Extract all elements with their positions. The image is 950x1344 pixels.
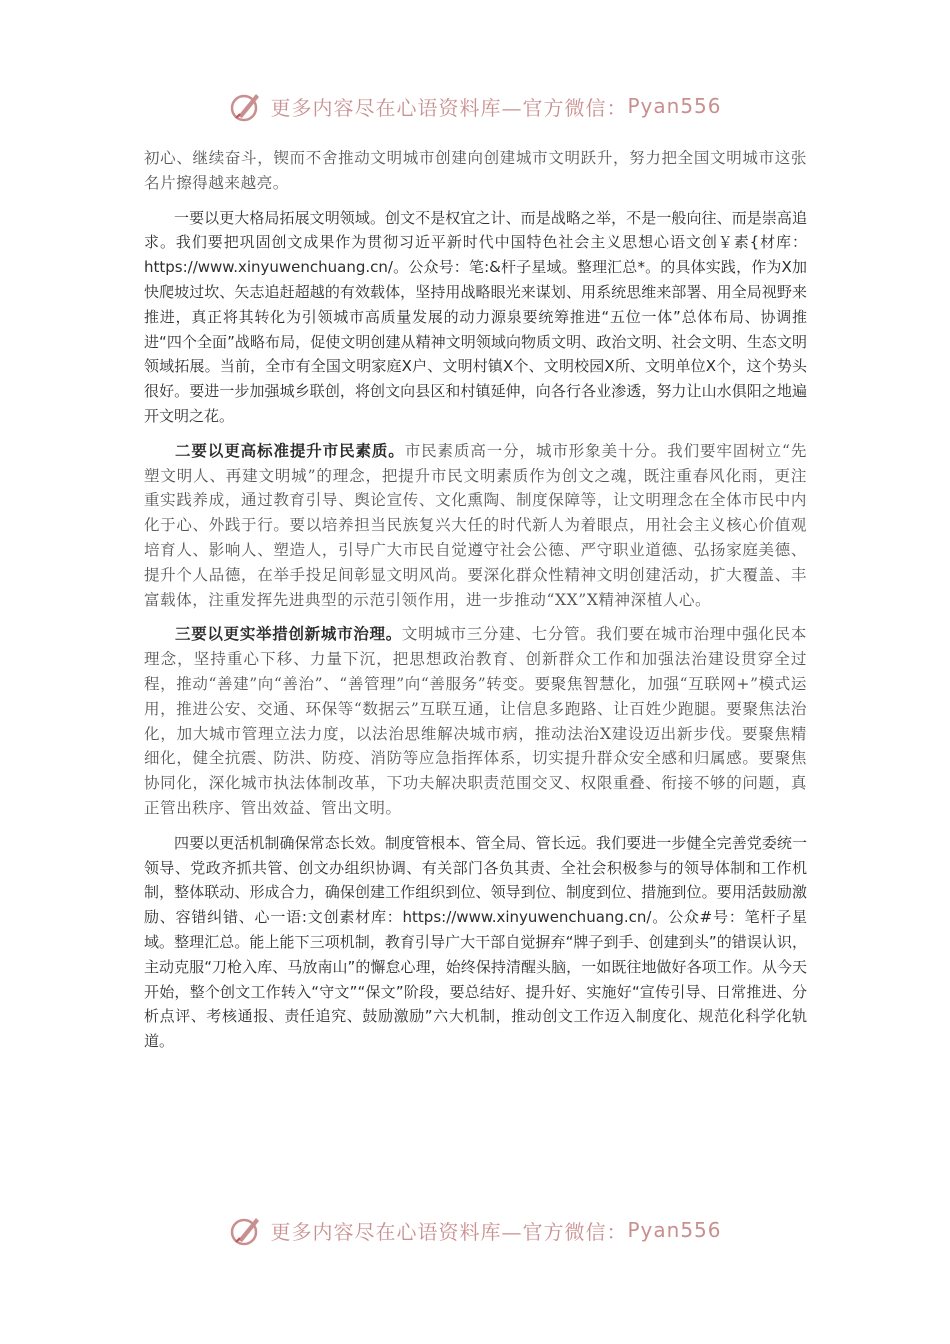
paragraph-two-heading: 二要以更高标准提升市民素质。 <box>175 441 405 460</box>
header-watermark-banner <box>0 88 950 124</box>
banner-text: 更多内容尽在心语资料库—官方微信： <box>270 1219 628 1244</box>
quill-logo-icon <box>228 1212 264 1248</box>
paragraph-two-body: 市民素质高一分，城市形象美十分。我们要牢固树立“先塑文明人、再建文明城”的理念，把提升市民文明素质作为创文之魂，既注重春风化雨，更注重实践养成，通过教育引导、舆论宣传、文化熏陶、制度保障等，让文明理念在全体市民中内化于心、外践于行。要以培养担当民族复兴大任的时代新人为着眼点，用社会主义核心价值观培育人、影响人、塑造人，引导广大市民自觉遵守社会公德、严守职业道德、弘扬家庭美德、提升个人品德，在举手投足间彰显文明风尚。要深化群众性精神文明创建活动，扩大覆盖、丰富载体，注重发挥先进典型的示范引领作用，进一步推动“XX”X精神深植人心。 <box>144 441 807 609</box>
footer-watermark-banner <box>0 1212 950 1248</box>
paragraph-four: 四要以更活机制确保常态长效。制度管根本、管全局、管长远。我们要进一步健全完善党委统一领导、党政齐抓共管、创文办组织协调、有关部门各负其责、全社会积极参与的领导体制和工作机制，整体联动、形成合力，确保创建工作组织到位、领导到位、制度到位、措施到位。要用活鼓励激励、容错纠错、心一语:文创素材库：https://www.xinyuwenchuang.cn/。公众#号：笔杆子星域。整理汇总。能上能下三项机制，教育引导广大干部自觉摒弃“牌子到手、创建到头”的错误认识，主动克服“刀枪入库、马放南山”的懈怠心理，始终保持清醒头脑，一如既往地做好各项工作。从今天开始，整个创文工作转入“守文”“保文”阶段，要总结好、提升好、实施好“宣传引导、日常推进、分析点评、考核通报、责任追究、鼓励激励”六大机制，推动创文工作迈入制度化、规范化科学化轨道。 <box>144 833 807 1051</box>
document-body <box>144 146 807 1064</box>
banner-handle: Pyan556 <box>627 94 722 118</box>
quill-logo-icon <box>228 88 264 124</box>
paragraph-three <box>144 622 807 820</box>
paragraph-three-heading: 三要以更实举措创新城市治理。 <box>175 625 402 644</box>
paragraph-one: 一要以更大格局拓展文明领域。创文不是权宜之计、而是战略之举，不是一般向往、而是崇高追求。我们要把巩固创文成果作为贯彻习近平新时代中国特色社会主义思想心语文创￥素{材库：https://www.xinyuwenchuang.cn/。公众号：笔:&杆子星域。整理汇总*。的具体实践，作为X加快爬坡过坎、矢志追赶超越的有效载体，坚持用战略眼光来谋划、用系统思维来部署、用全局视野来推进，真正将其转化为引领城市高质量发展的动力源泉要统筹推进“五位一体”总体布局、协调推进“四个全面”战略布局，促使文明创建从精神文明领域向物质文明、政治文明、社会文明、生态文明领域拓展。当前，全市有全国文明家庭X户、文明村镇X个、文明校园X所、文明单位X个，这个势头很好。要进一步加强城乡联创，将创文向县区和村镇延伸，向各行各业渗透，努力让山水俱阳之地遍开文明之花。 <box>144 208 807 425</box>
banner-text: 更多内容尽在心语资料库—官方微信： <box>270 95 628 120</box>
paragraph-three-body: 文明城市三分建、七分管。我们要在城市治理中强化民本理念，坚持重心下移、力量下沉，把思想政治教育、创新群众工作和加强法治建设贯穿全过程，推动“善建”向“善治”、“善管理”向“善服务”转变。要聚焦智慧化，加强“互联网+”模式运用，推进公安、交通、环保等“数据云”互联互通，让信息多跑路、让百姓少跑腿。要聚焦法治化，加大城市管理立法力度，以法治思维解决城市病，推动法治X建设迈出新步伐。要聚焦精细化，健全抗震、防洪、防疫、消防等应急指挥体系，切实提升群众安全感和归属感。要聚焦协同化，深化城市执法体制改革，下功夫解决职责范围交叉、权限重叠、衔接不够的问题，真正管出秩序、管出效益、管出文明。 <box>144 625 807 817</box>
paragraph-two <box>144 439 807 613</box>
banner-handle: Pyan556 <box>627 1218 722 1242</box>
paragraph-continuation: 初心、继续奋斗，锲而不舍推动文明城市创建向创建城市文明跃升，努力把全国文明城市这张名片擦得越来越亮。 <box>144 149 807 192</box>
